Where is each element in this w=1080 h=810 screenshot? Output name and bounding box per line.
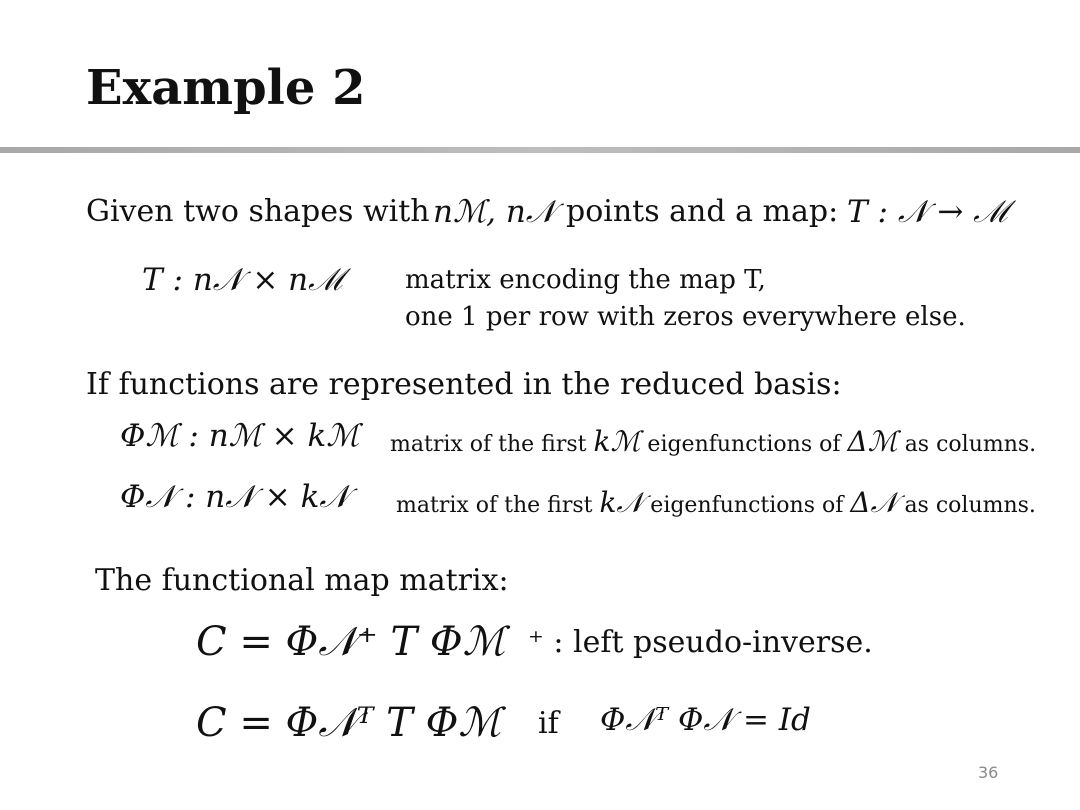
phi-m-desc-suffix1: eigenfunctions of <box>647 432 841 457</box>
phi-n-desc-suffix3: as columns. <box>904 493 1036 518</box>
points-math <box>433 194 556 231</box>
t-matrix-definition <box>142 262 343 299</box>
phi-m-desc-suffix3: as columns. <box>904 432 1037 457</box>
phi-m-description <box>390 425 1036 458</box>
points-map-text: points and a map: <box>566 194 839 229</box>
condition-text: Φ𝒩ᵀ Φ𝒩 = Id <box>600 702 811 738</box>
title-divider <box>0 147 1080 153</box>
phi-n-definition <box>120 479 349 516</box>
phi-m-definition <box>120 418 359 454</box>
phi-m-desc-k: kℳ <box>593 425 641 458</box>
t-description-line-1: matrix encoding the map T, <box>405 265 766 295</box>
phi-n-desc-delta: Δ𝒩 <box>850 486 898 519</box>
equation-2-text: C = Φ𝒩ᵀ T Φℳ <box>196 700 502 746</box>
shapes-intro-text: Given two shapes with <box>86 194 430 229</box>
phi-m-text: Φℳ : nℳ × kℳ <box>120 418 360 454</box>
equation-1-text: C = Φ𝒩⁺ T Φℳ <box>196 619 506 665</box>
phi-m-desc-prefix: matrix of the first <box>390 432 587 457</box>
phi-n-desc-k: k𝒩 <box>599 486 644 519</box>
functional-map-heading: The functional map matrix: <box>95 563 509 598</box>
pseudo-inverse-note: ⁺ : left pseudo-inverse. <box>528 625 873 660</box>
functional-map-equation-pseudo-inverse <box>196 619 505 665</box>
points-math-text: nℳ, n𝒩 <box>433 194 556 230</box>
functional-map-equation-transpose <box>196 700 501 746</box>
t-description-line-2: one 1 per row with zeros everywhere else. <box>405 302 966 332</box>
phi-n-desc-suffix1: eigenfunctions of <box>650 493 844 518</box>
phi-n-text: Φ𝒩 : n𝒩 × k𝒩 <box>120 479 350 515</box>
if-label: if <box>538 706 559 741</box>
map-math-text: T : 𝒩 → ℳ <box>847 194 1008 230</box>
slide-title: Example 2 <box>86 60 366 116</box>
reduced-basis-heading: If functions are represented in the reduced basis: <box>86 367 842 402</box>
phi-m-desc-delta: Δℳ <box>847 425 898 458</box>
t-matrix-text: T : n𝒩 × nℳ <box>142 262 343 298</box>
phi-n-desc-prefix: matrix of the first <box>396 493 593 518</box>
orthonormality-condition <box>600 702 811 739</box>
map-math <box>847 194 1008 231</box>
page-number: 36 <box>978 763 999 782</box>
phi-n-description <box>396 486 1036 520</box>
